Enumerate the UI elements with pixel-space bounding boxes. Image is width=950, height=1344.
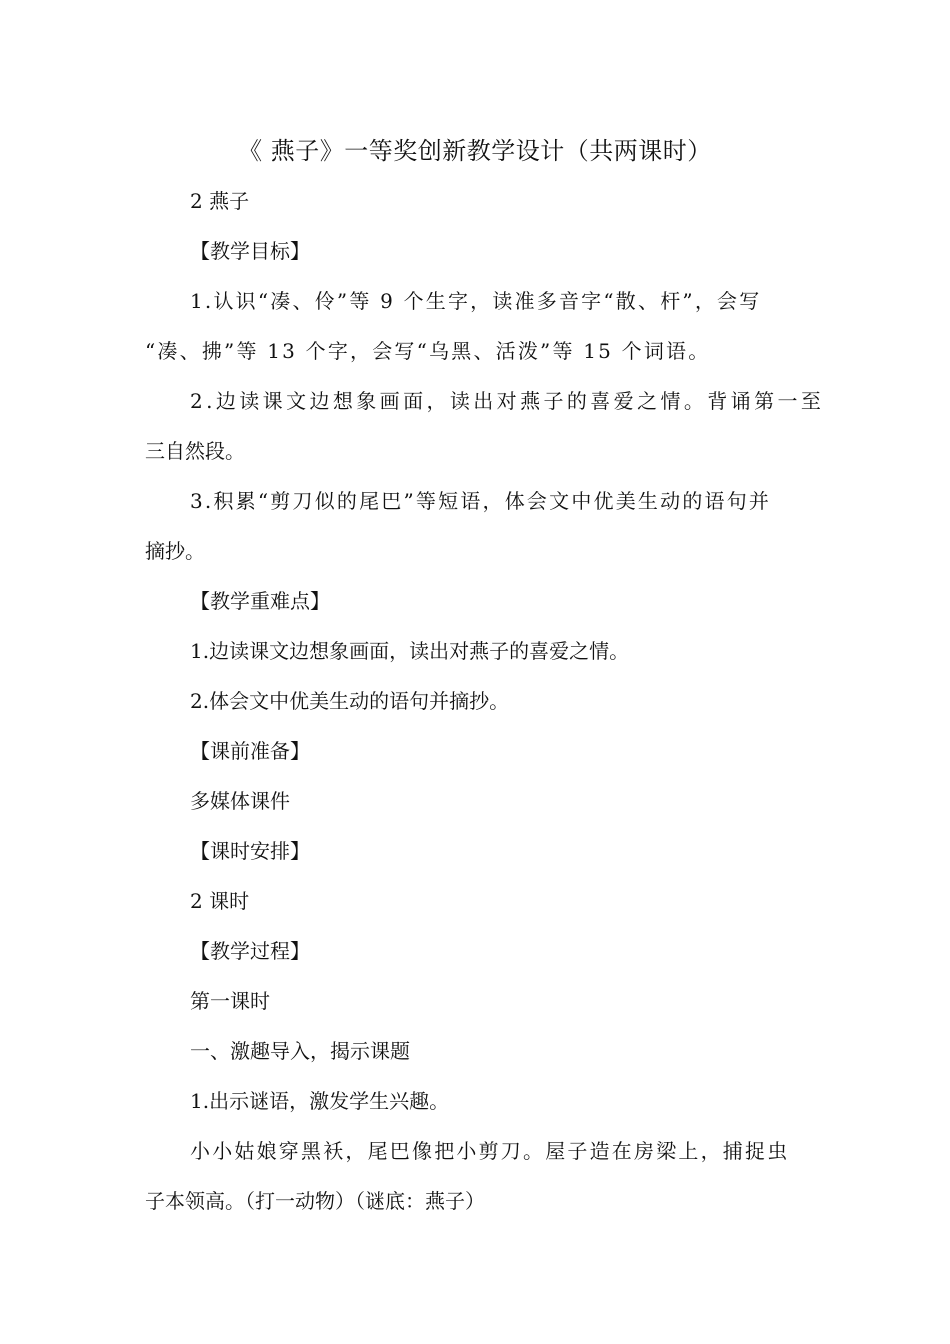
section-heading-objectives: 【教学目标】 — [190, 239, 310, 263]
objective-3-line-2: 摘抄。 — [145, 539, 205, 563]
step-1-item-1: 1.出示谜语，激发学生兴趣。 — [190, 1089, 450, 1113]
preparation-text: 多媒体课件 — [190, 789, 290, 813]
objective-2-line-1: 2.边读课文边想象画面，读出对燕子的喜爱之情。背诵第一至 — [190, 389, 825, 413]
riddle-line-1: 小小姑娘穿黑袄，尾巴像把小剪刀。屋子造在房梁上，捕捉虫 — [190, 1139, 790, 1163]
schedule-text: 2 课时 — [190, 889, 250, 913]
section-heading-key-points: 【教学重难点】 — [190, 589, 330, 613]
step-1-heading: 一、激趣导入，揭示课题 — [190, 1039, 410, 1063]
objective-1-line-2: “凑、拂”等 13 个字，会写“乌黑、活泼”等 15 个词语。 — [145, 339, 711, 363]
riddle-line-2: 子本领高。（打一动物）（谜底：燕子） — [145, 1189, 485, 1213]
objective-1-line-1: 1.认识“凑、伶”等 9 个生字，读准多音字“散、杆”，会写 — [190, 289, 762, 313]
section-heading-process: 【教学过程】 — [190, 939, 310, 963]
document-title: 《 燕子》一等奖创新教学设计（共两课时） — [238, 137, 712, 165]
objective-3-line-1: 3.积累“剪刀似的尾巴”等短语，体会文中优美生动的语句并 — [190, 489, 772, 513]
objective-2-line-2: 三自然段。 — [145, 439, 245, 463]
key-point-1: 1.边读课文边想象画面，读出对燕子的喜爱之情。 — [190, 639, 630, 663]
section-heading-preparation: 【课前准备】 — [190, 739, 310, 763]
key-point-2: 2.体会文中优美生动的语句并摘抄。 — [190, 689, 510, 713]
first-lesson-heading: 第一课时 — [190, 989, 270, 1013]
section-heading-schedule: 【课时安排】 — [190, 839, 310, 863]
lesson-heading: 2 燕子 — [190, 189, 250, 213]
